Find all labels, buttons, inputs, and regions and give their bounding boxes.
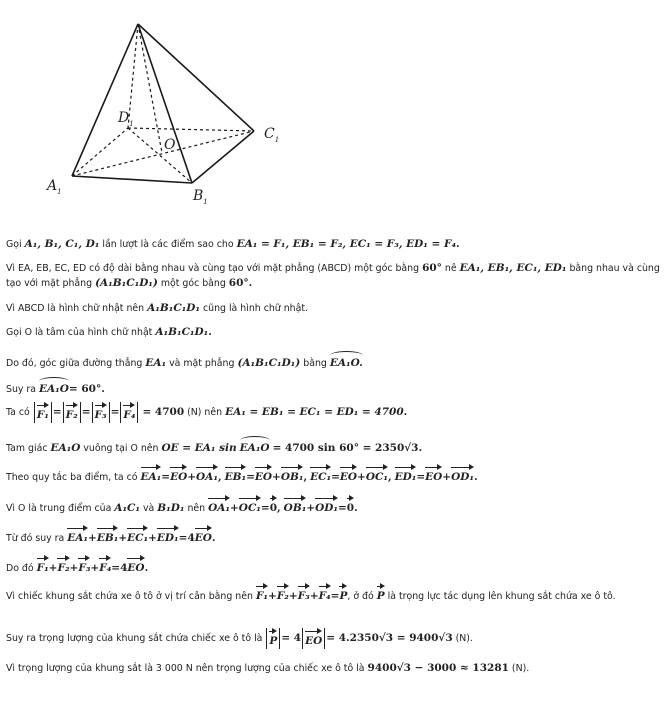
label-b1: $B_1$ [193,188,208,206]
line-15: Vì trọng lượng của khung sắt là 3 000 N nên trọng lượng của chiếc xe ô tô là 9400√3 − 3000 ≈ 13281 (N). [6,662,530,674]
line-9: Theo quy tắc ba điểm, ta có EA₁=EO+OA₁, EB₁=EO+OB₁, EC₁=EO+OC₁, ED₁=EO+OD₁. [6,464,478,485]
label-c1: $C_1$ [264,126,280,144]
line-11: Từ đó suy ra EA₁+EB₁+EC₁+ED₁=4EO. [6,525,216,546]
line-10: Vì O là trung điểm của A₁C₁ và B₁D₁ nên OA₁+OC₁=0, OB₁+OD₁=0. [6,495,358,516]
line-8: Tam giác EA₁O vuông tại O nên OE = EA₁ sin EA₁O = 4700 sin 60° = 2350√3. [6,436,422,456]
line-3: Vì ABCD là hình chữ nhật nên A₁B₁C₁D₁ cũng là hình chữ nhật. [6,302,308,314]
edge-a1-d1 [72,128,128,176]
edge-d1-c1 [128,128,254,131]
pyramid-figure [40,20,300,215]
line-4: Gọi O là tâm của hình chữ nhật A₁B₁C₁D₁. [6,326,212,338]
edge-a1-b1 [72,176,192,183]
line-1: Gọi A₁, B₁, C₁, D₁ lần lượt là các điểm sao cho EA₁ = F₁, EB₁ = F₂, EC₁ = F₃, ED₁ = F₄. [6,238,460,250]
line-13: Vì chiếc khung sắt chứa xe ô tô ở vị trí cân bằng nên F₁+F₂+F₃+F₄=P, ở đó P là trọng lực tác dụng lên khung sắt chứa xe ô tô. [6,583,662,604]
line-2: Vì EA, EB, EC, ED có độ dài bằng nhau và cùng tạo với mặt phẳng (ABCD) một góc bằng 60° nê EA₁, EB₁, EC₁, ED₁ bằng nhau và cùng tạo với mặt phẳng (A₁B₁C₁D₁) một góc bằng 60°. [6,262,660,289]
label-d1: $D_1$ [118,110,134,128]
label-a1: $A_1$ [47,178,62,196]
line-6: Suy ra EA₁O= 60°. [6,377,105,397]
edge-e-a1 [72,24,138,176]
line-14: Suy ra trọng lượng của khung sắt chứa chiếc xe ô tô là P = 4 EO = 4.2350√3 = 9400√3 (N). [6,628,473,649]
line-7: Ta có F₁ = F₂ = F₃ = F₄ = 4700 (N) nên EA₁ = EB₁ = EC₁ = ED₁ = 4700. [6,402,407,423]
pyramid-diagram [40,20,300,215]
line-5: Do đó, góc giữa đường thẳng EA₁ và mặt phẳng (A₁B₁C₁D₁) bằng EA₁O. [6,351,363,371]
edge-b1-c1 [192,131,254,183]
line-12: Do đó F₁+F₂+F₃+F₄=4EO. [6,555,148,576]
label-o: O [164,137,176,153]
